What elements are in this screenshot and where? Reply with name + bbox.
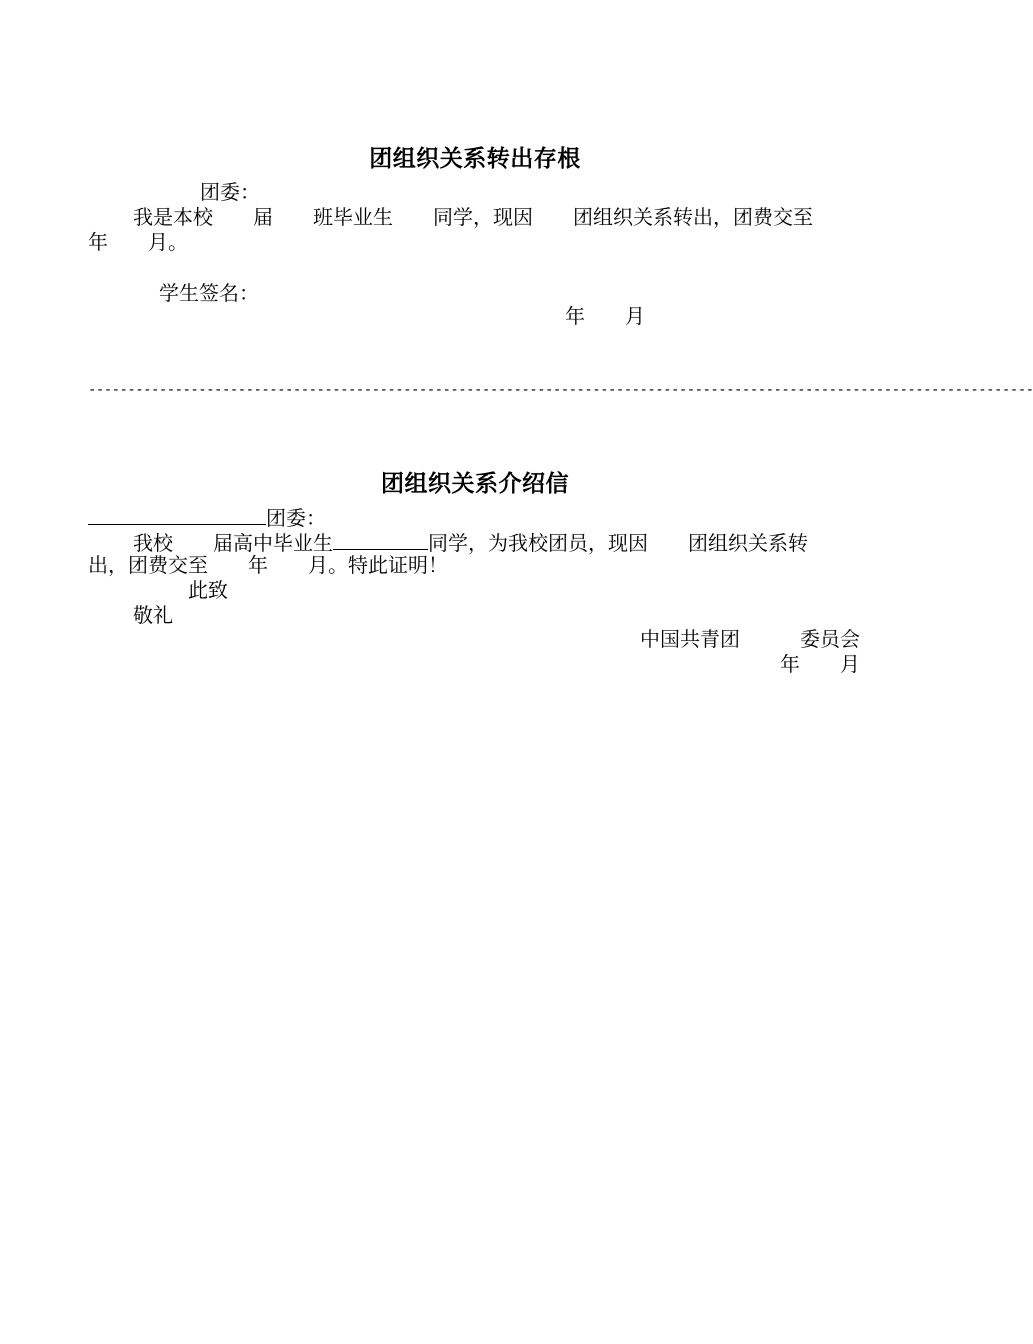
letter-closing-2: 敬礼 [133, 603, 173, 627]
stub-signature-label: 学生签名： [159, 281, 259, 305]
letter-closing-1: 此致 [188, 578, 228, 602]
student-name-blank-line [333, 529, 428, 550]
stub-body-line1: 我是本校 届 班毕业生 同学，现因 团组织关系转出，团费交至 [133, 205, 813, 229]
letter-body-line1-a: 我校 届高中毕业生 [133, 531, 333, 555]
letter-addressee-suffix: 团委： [266, 506, 326, 530]
stub-title: 团组织关系转出存根 [369, 146, 581, 172]
letter-body-line1-b: 同学，为我校团员，现因 团组织关系转 [428, 531, 808, 555]
letter-addressee-row [88, 504, 326, 530]
letter-body-line1 [133, 529, 808, 555]
stub-addressee: 团委： [200, 180, 260, 204]
stub-body-line2: 年 月。 [88, 230, 188, 254]
letter-body-line2: 出，团费交至 年 月。特此证明！ [88, 553, 448, 577]
letter-issuer: 中国共青团 委员会 [640, 627, 860, 651]
stub-date: 年 月 [565, 304, 645, 328]
addressee-blank-line [88, 504, 266, 525]
letter-date: 年 月 [780, 652, 860, 676]
letter-title: 团组织关系介绍信 [381, 471, 569, 497]
cut-line-divider: ------------------------------------------------------------------------------------------------------------------------ [88, 382, 1033, 398]
